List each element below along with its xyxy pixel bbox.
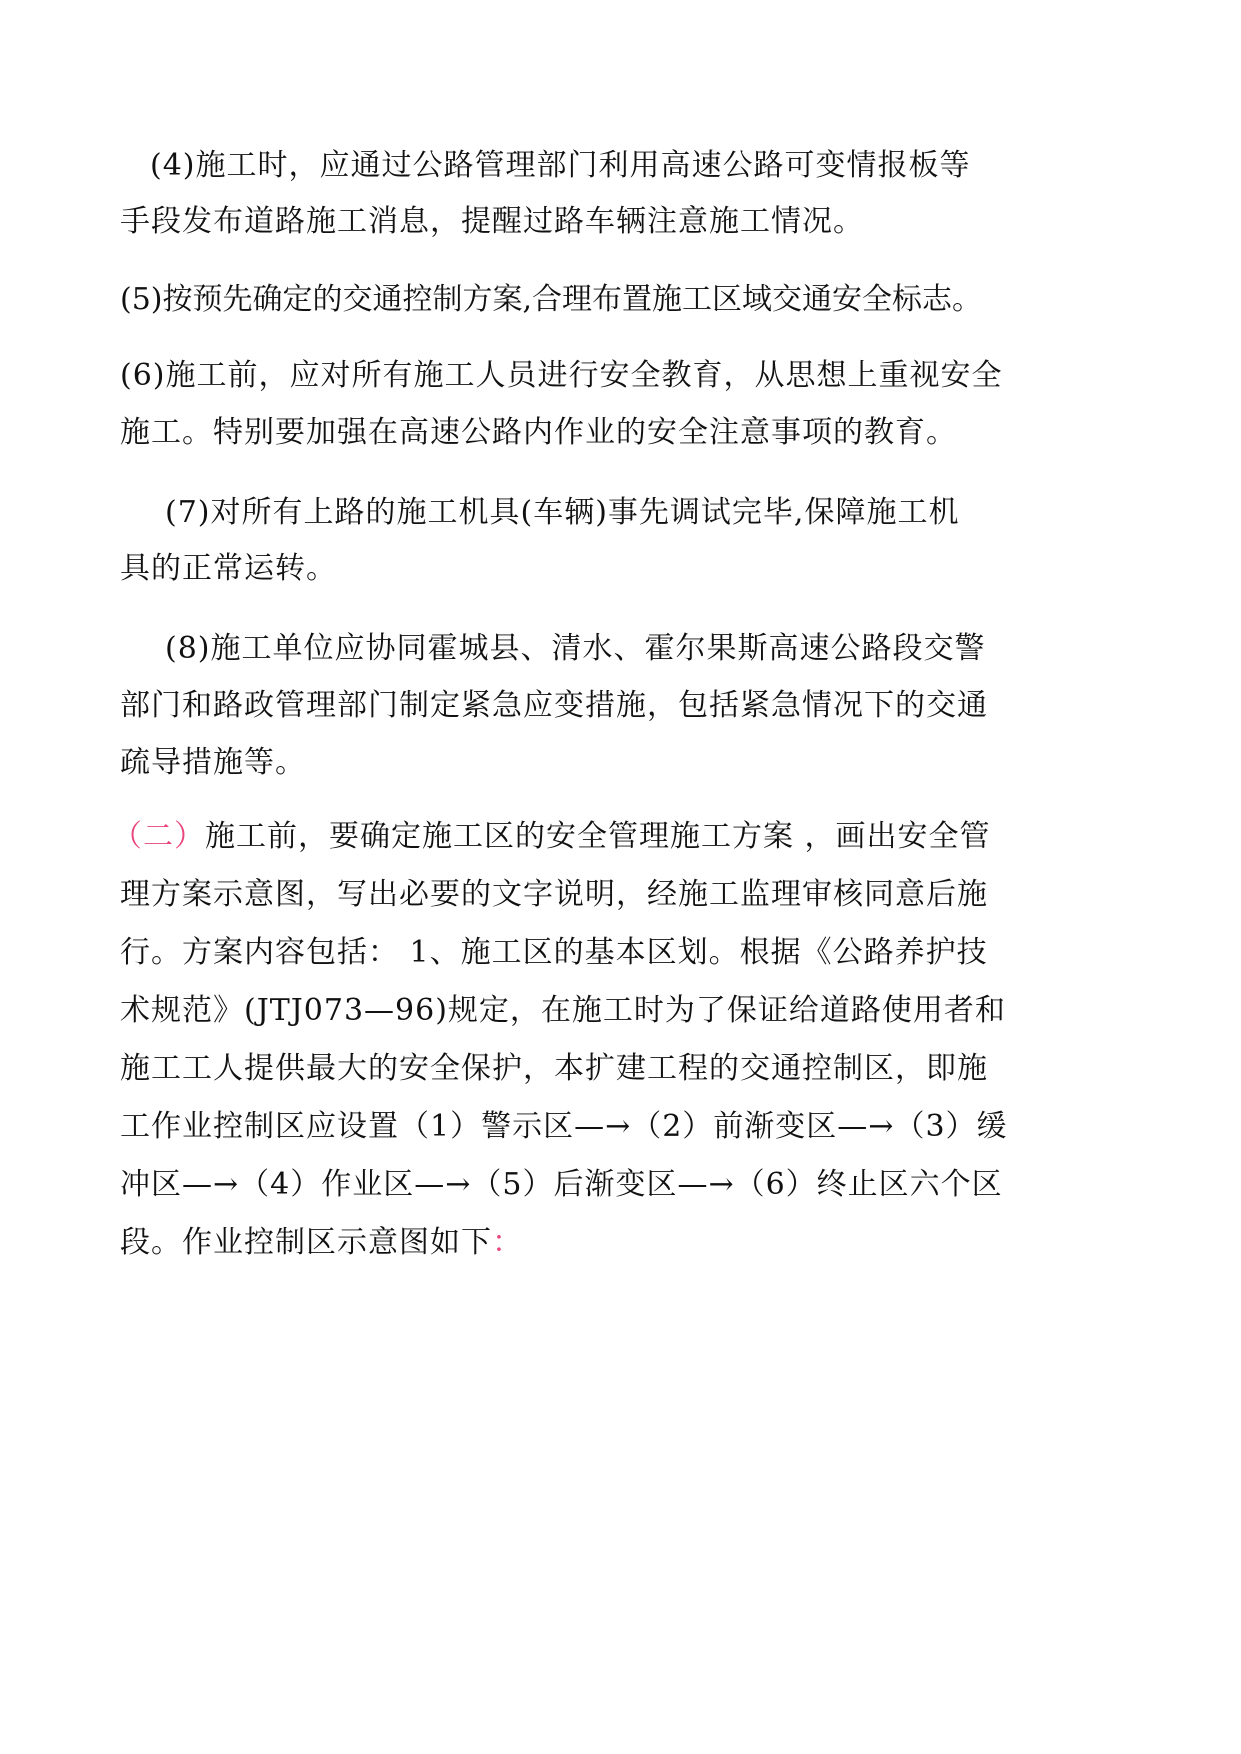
item8-line2: 部门和路政管理部门制定紧急应变措施，包括紧急情况下的交通	[120, 688, 988, 723]
section2-line6: 工作业控制区应设置（1）警示区—→（2）前渐变区—→（3）缓	[120, 1109, 1008, 1144]
section2-line8	[120, 1220, 523, 1266]
item7-line1: (7)对所有上路的施工机具(车辆)事先调试完毕,保障施工机	[165, 495, 960, 530]
section2-line2: 理方案示意图，写出必要的文字说明，经施工监理审核同意后施	[120, 877, 988, 912]
item4-line1: (4)施工时，应通过公路管理部门利用高速公路可变情报板等	[150, 148, 971, 183]
section2-colon: ：	[492, 1225, 523, 1260]
item5-line1: (5)按预先确定的交通控制方案,合理布置施工区域交通安全标志。	[120, 282, 983, 317]
item4-line2: 手段发布道路施工消息，提醒过路车辆注意施工情况。	[120, 204, 864, 239]
section2-line7: 冲区—→（4）作业区—→（5）后渐变区—→（6）终止区六个区	[120, 1167, 1003, 1202]
section2-line3: 行。方案内容包括： 1、施工区的基本区划。根据《公路养护技	[120, 935, 988, 970]
section2-line1-text: 施工前，要确定施工区的安全管理施工方案 ，画出安全管	[205, 819, 991, 854]
item7-line2: 具的正常运转。	[120, 551, 337, 586]
section2-line5: 施工工人提供最大的安全保护，本扩建工程的交通控制区，即施	[120, 1051, 988, 1086]
section2-marker: （二）	[112, 819, 205, 854]
section2-line4: 术规范》(JTJ073—96)规定，在施工时为了保证给道路使用者和	[120, 993, 1006, 1028]
section2-line8-text: 段。作业控制区示意图如下	[120, 1225, 492, 1260]
section2-line1	[112, 814, 991, 860]
item6-line1: (6)施工前，应对所有施工人员进行安全教育，从思想上重视安全	[120, 358, 1003, 393]
item8-line1: (8)施工单位应协同霍城县、清水、霍尔果斯高速公路段交警	[165, 631, 986, 666]
item8-line3: 疏导措施等。	[120, 745, 306, 780]
item6-line2: 施工。特别要加强在高速公路内作业的安全注意事项的教育。	[120, 415, 957, 450]
